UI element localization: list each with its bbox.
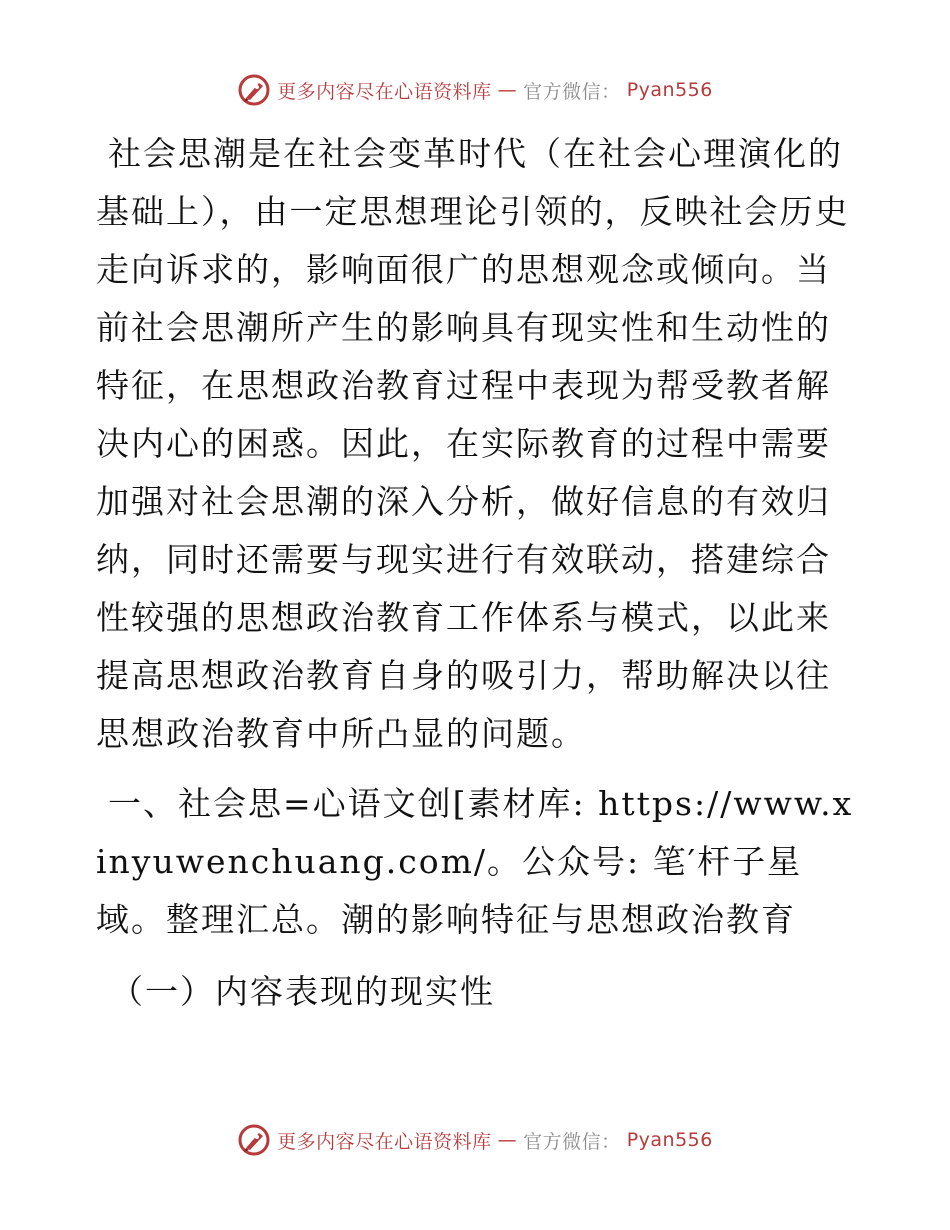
banner-wechat-id: Pyan556 xyxy=(626,79,713,101)
banner-separator: — xyxy=(497,79,518,101)
document-body xyxy=(96,125,856,1021)
body-paragraph: 社会思潮是在社会变革时代（在社会心理演化的基础上），由一定思想理论引领的，反映社会历史走向诉求的，影响面很广的思想观念或倾向。当前社会思潮所产生的影响具有现实性和生动性的特征，在思想政治教育过程中表现为帮受教者解决内心的困惑。因此，在实际教育的过程中需要加强对社会思潮的深入分析，做好信息的有效归纳，同时还需要与现实进行有效联动，搭建综合性较强的思想政治教育工作体系与模式，以此来提高思想政治教育自身的吸引力，帮助解决以往思想政治教育中所凸显的问题。 xyxy=(96,134,850,753)
section-heading: 一、社会思=心语文创[素材库: https://www.xinyuwenchuang.com/。公众号: 笔′杆子星域。整理汇总。潮的影响特征与思想政治教育 xyxy=(96,784,854,939)
subsection-heading: （一）内容表现的现实性 xyxy=(110,972,495,1011)
banner-brand-text: 更多内容尽在心语资料库 xyxy=(277,1130,492,1153)
banner-wechat-label: 官方微信： xyxy=(523,1130,621,1153)
pen-circle-logo-icon xyxy=(237,73,271,107)
footer-banner xyxy=(0,1120,950,1160)
banner-wechat-id: Pyan556 xyxy=(626,1129,713,1151)
header-banner xyxy=(0,70,950,110)
banner-wechat-label: 官方微信： xyxy=(523,80,621,103)
banner-separator: — xyxy=(497,1129,518,1151)
banner-brand-text: 更多内容尽在心语资料库 xyxy=(277,80,492,103)
pen-circle-logo-icon xyxy=(237,1123,271,1157)
